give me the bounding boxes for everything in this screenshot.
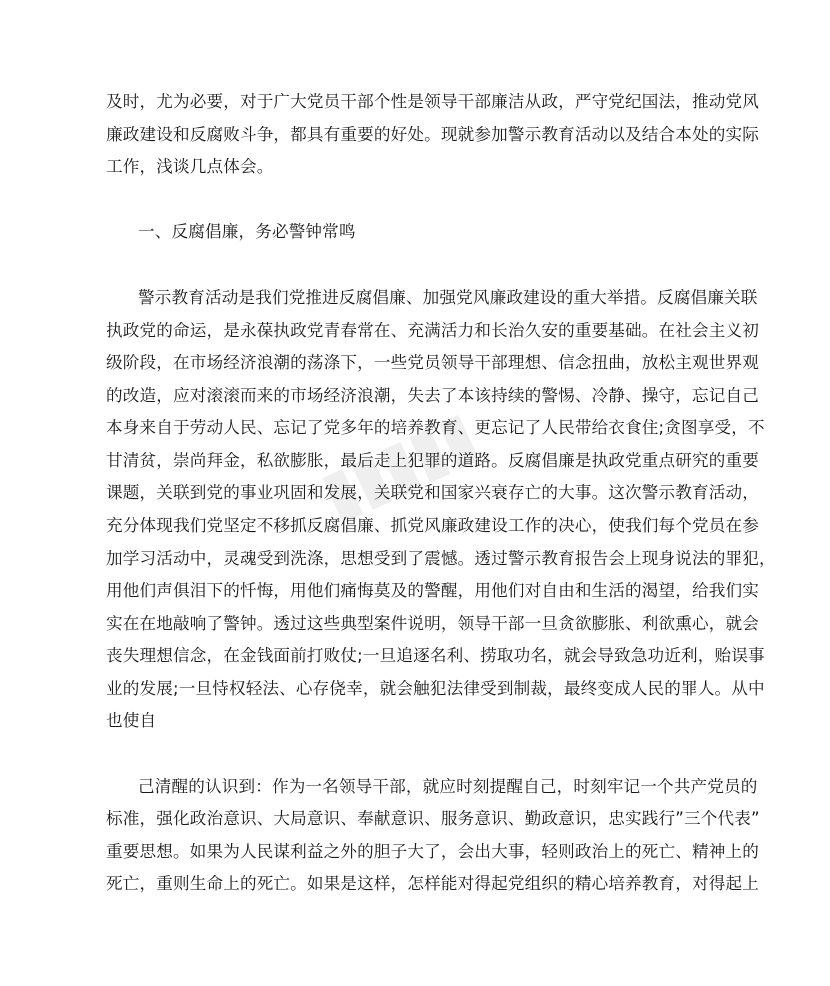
text-line-5: 警示教育活动是我们党推进反腐倡廉、加强党风廉政建设的重大举措。反腐倡廉关联 (138, 288, 758, 307)
text-line-6: 执政党的命运，是永葆执政党青春常在、充满活力和长治久安的重要基础。在社会主义初 (106, 321, 760, 340)
text-line-3: 工作，浅谈几点体会。 (106, 157, 274, 176)
text-line-9: 本身来自于劳动人民、忘记了党多年的培养教育、更忘记了人民带给衣食住;贪图享受，不 (106, 418, 765, 437)
text-line-16: 丧失理想信念，在金钱面前打败仗;一旦追逐名利、捞取功名，就会导致急功近利，贻误事 (106, 646, 765, 665)
text-line-22: 死亡，重则生命上的死亡。如果是这样，怎样能对得起党组织的精心培养教育，对得起上 (106, 874, 760, 893)
section-heading: 一、反腐倡廉，务必警钟常鸣 (138, 222, 356, 241)
text-line-17: 业的发展;一旦恃权轻法、心存侥幸，就会触犯法律受到制裁，最终变成人民的罪人。从中 (106, 679, 765, 698)
text-line-12: 充分体现我们党坚定不移抓反腐倡廉、抓党风廉政建设工作的决心，使我们每个党员在参 (106, 516, 760, 535)
text-line-19: 己清醒的认识到：作为一名领导干部，就应时刻提醒自己，时刻牢记一个共产党员的 (138, 777, 758, 796)
text-line-1: 及时，尤为必要，对于广大党员干部个性是领导干部廉洁从政，严守党纪国法，推动党风 (106, 92, 760, 111)
text-line-2: 廉政建设和反腐败斗争，都具有重要的好处。现就参加警示教育活动以及结合本处的实际 (106, 125, 760, 144)
text-line-8: 的改造，应对滚滚而来的市场经济浪潮，失去了本该持续的警惕、冷静、操守，忘记自己 (106, 386, 760, 405)
text-line-20: 标准，强化政治意识、大局意识、奉献意识、服务意识、勤政意识，忠实践行”三个代表” (106, 809, 760, 828)
text-line-21: 重要思想。如果为人民谋利益之外的胆子大了，会出大事，轻则政治上的死亡、精神上的 (106, 842, 760, 861)
text-line-13: 加学习活动中，灵魂受到洗涤，思想受到了震憾。透过警示教育报告会上现身说法的罪犯， (106, 549, 776, 568)
text-line-10: 甘清贫，崇尚拜金，私欲膨胀，最后走上犯罪的道路。反腐倡廉是执政党重点研究的重要 (106, 451, 760, 470)
text-line-7: 级阶段，在市场经济浪潮的荡涤下，一些党员领导干部理想、信念扭曲，放松主观世界观 (106, 353, 760, 372)
text-line-15: 实在在地敲响了警钟。透过这些典型案件说明，领导干部一旦贪欲膨胀、利欲熏心，就会 (106, 614, 760, 633)
text-line-18: 也使自 (106, 711, 157, 730)
text-line-14: 用他们声俱泪下的忏悔，用他们痛悔莫及的警醒，用他们对自由和生活的渴望，给我们实 (106, 581, 760, 600)
text-line-11: 课题，关联到党的事业巩固和发展，关联党和国家兴衰存亡的大事。这次警示教育活动， (106, 483, 760, 502)
